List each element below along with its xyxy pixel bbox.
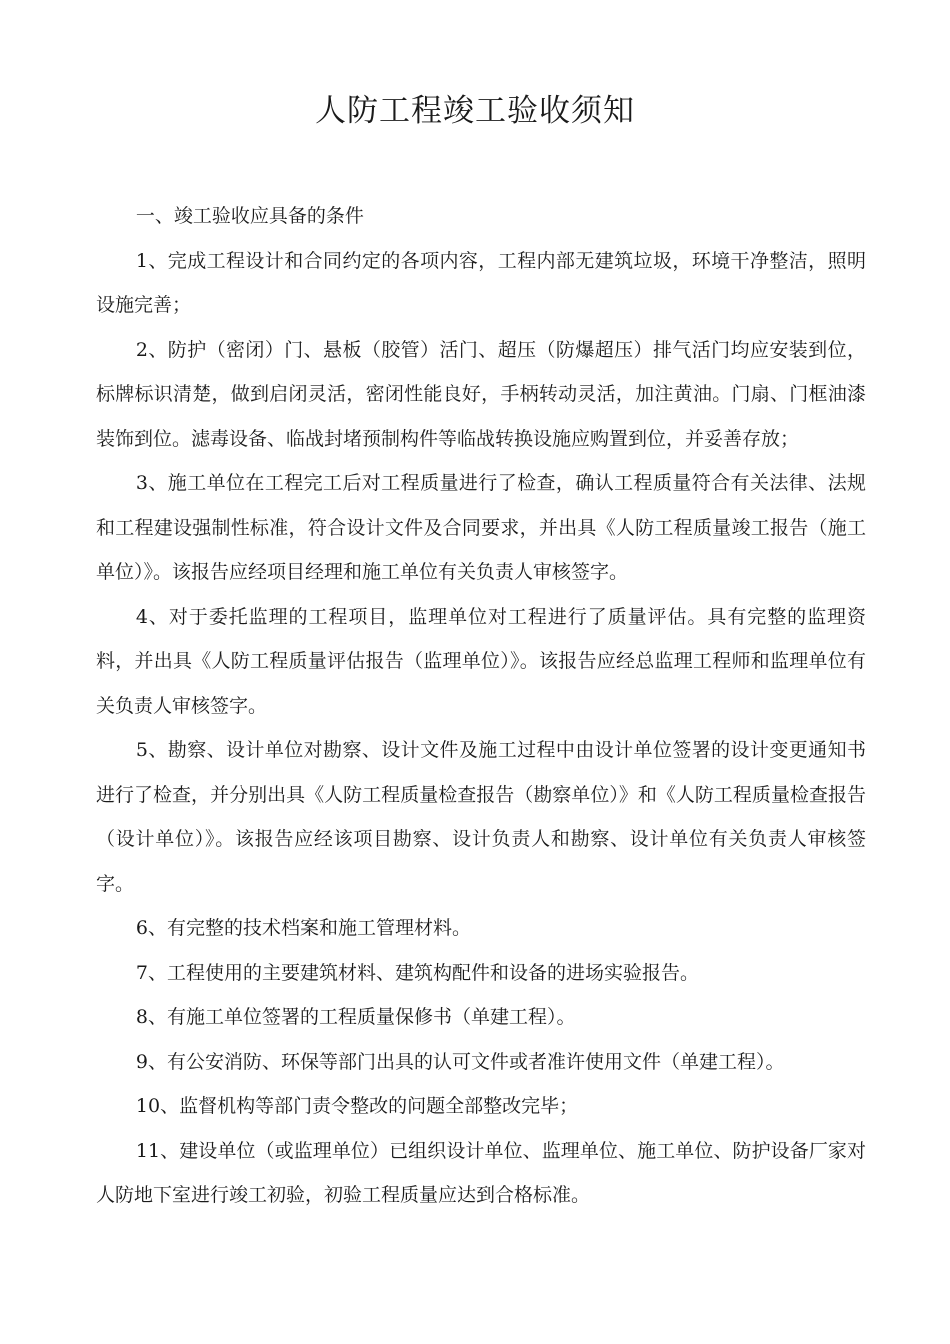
clause-10: 10、监督机构等部门责令整改的问题全部整改完毕；	[135, 1095, 579, 1117]
document-body	[96, 194, 866, 1218]
clause-8: 8、有施工单位签署的工程质量保修书（单建工程）。	[135, 1006, 576, 1028]
clause-3: 3、施工单位在工程完工后对工程质量进行了检查，确认工程质量符合有关法律、法规和工程建设强制性标准，符合设计文件及合同要求，并出具《人防工程质量竣工报告（施工单位）》。该报告应经项目经理和施工单位有关负责人审核签字。	[96, 472, 866, 583]
section-heading: 一、竣工验收应具备的条件	[135, 205, 364, 227]
clause-1: 1、完成工程设计和合同约定的各项内容，工程内部无建筑垃圾，环境干净整洁，照明设施完善；	[96, 249, 866, 316]
document-title: 人防工程竣工验收须知	[315, 93, 635, 129]
clause-5: 5、勘察、设计单位对勘察、设计文件及施工过程中由设计单位签署的设计变更通知书进行了检查，并分别出具《人防工程质量检查报告（勘察单位）》和《人防工程质量检查报告（设计单位）》。该报告应经该项目勘察、设计负责人和勘察、设计单位有关负责人审核签字。	[96, 739, 866, 895]
clause-4: 4、对于委托监理的工程项目，监理单位对工程进行了质量评估。具有完整的监理资料，并出具《人防工程质量评估报告（监理单位）》。该报告应经总监理工程师和监理单位有关负责人审核签字。	[96, 605, 866, 717]
clause-7: 7、工程使用的主要建筑材料、建筑构配件和设备的进场实验报告。	[135, 961, 699, 984]
clause-9: 9、有公安消防、环保等部门出具的认可文件或者准许使用文件（单建工程）。	[135, 1050, 785, 1073]
clause-11: 11、建设单位（或监理单位）已组织设计单位、监理单位、施工单位、防护设备厂家对人防地下室进行竣工初验，初验工程质量应达到合格标准。	[96, 1139, 866, 1206]
clause-2: 2、防护（密闭）门、悬板（胶管）活门、超压（防爆超压）排气活门均应安装到位，标牌标识清楚，做到启闭灵活，密闭性能良好，手柄转动灵活，加注黄油。门扇、门框油漆装饰到位。滤毒设备、临战封堵预制构件等临战转换设施应购置到位，并妥善存放；	[96, 338, 866, 450]
clause-6: 6、有完整的技术档案和施工管理材料。	[135, 917, 471, 939]
